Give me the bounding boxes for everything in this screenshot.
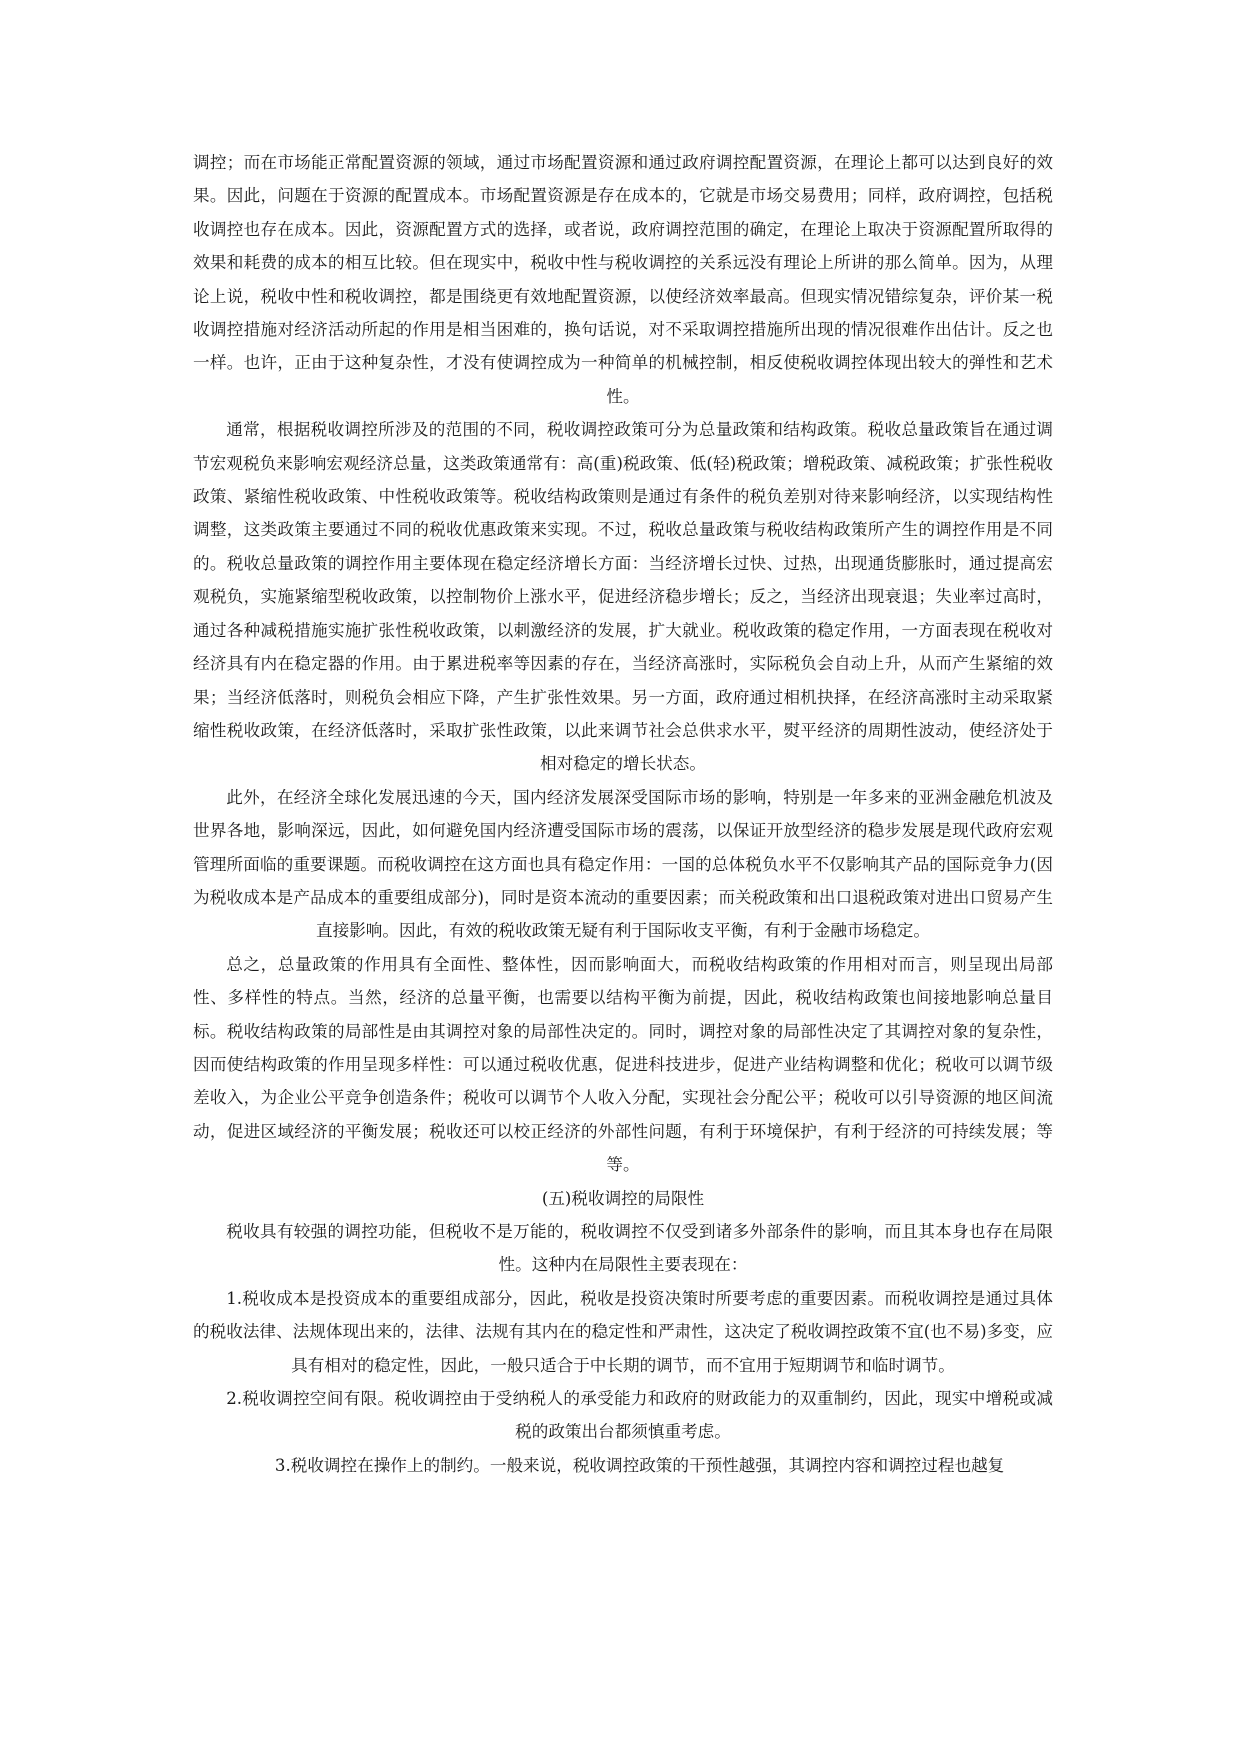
document-body: [193, 146, 1053, 1482]
body-paragraph-1: 调控；而在市场能正常配置资源的领域，通过市场配置资源和通过政府调控配置资源，在理论上都可以达到良好的效果。因此，问题在于资源的配置成本。市场配置资源是存在成本的，它就是市场交易费用；同样，政府调控，包括税收调控也存在成本。因此，资源配置方式的选择，或者说，政府调控范围的确定，在理论上取决于资源配置所取得的效果和耗费的成本的相互比较。但在现实中，税收中性与税收调控的关系远没有理论上所讲的那么简单。因为，从理论上说，税收中性和税收调控，都是围绕更有效地配置资源，以使经济效率最高。但现实情况错综复杂，评价某一税收调控措施对经济活动所起的作用是相当困难的，换句话说，对不采取调控措施所出现的情况很难作出估计。反之也一样。也许，正由于这种复杂性，才没有使调控成为一种简单的机械控制，相反使税收调控体现出较大的弹性和艺术性。: [193, 153, 1053, 406]
list-item-1: 1.税收成本是投资成本的重要组成部分，因此，税收是投资决策时所要考虑的重要因素。而税收调控是通过具体的税收法律、法规体现出来的，法律、法规有其内在的稳定性和严肃性，这决定了税收调控政策不宜(也不易)多变，应具有相对的稳定性，因此，一般只适合于中长期的调节，而不宜用于短期调节和临时调节。: [193, 1288, 1053, 1375]
list-item-3: 3.税收调控在操作上的制约。一般来说，税收调控政策的干预性越强，其调控内容和调控过程也越复: [274, 1455, 1005, 1475]
body-paragraph-4: 总之，总量政策的作用具有全面性、整体性，因而影响面大，而税收结构政策的作用相对而言，则呈现出局部性、多样性的特点。当然，经济的总量平衡，也需要以结构平衡为前提，因此，税收结构政策也间接地影响总量目标。税收结构政策的局部性是由其调控对象的局部性决定的。同时，调控对象的局部性决定了其调控对象的复杂性，因而使结构政策的作用呈现多样性：可以通过税收优惠，促进科技进步，促进产业结构调整和优化；税收可以调节级差收入，为企业公平竞争创造条件；税收可以调节个人收入分配，实现社会分配公平；税收可以引导资源的地区间流动，促进区域经济的平衡发展；税收还可以校正经济的外部性问题，有利于环境保护，有利于经济的可持续发展；等等。: [193, 954, 1053, 1175]
list-item-2: 2.税收调控空间有限。税收调控由于受纳税人的承受能力和政府的财政能力的双重制约，因此，现实中增税或减税的政策出台都须慎重考虑。: [226, 1389, 1053, 1442]
body-paragraph-3: 此外，在经济全球化发展迅速的今天，国内经济发展深受国际市场的影响，特别是一年多来的亚洲金融危机波及世界各地，影响深远，因此，如何避免国内经济遭受国际市场的震荡，以保证开放型经济的稳步发展是现代政府宏观管理所面临的重要课题。而税收调控在这方面也具有稳定作用：一国的总体税负水平不仅影响其产品的国际竞争力(因为税收成本是产品成本的重要组成部分)，同时是资本流动的重要因素；而关税政策和出口退税政策对进出口贸易产生直接影响。因此，有效的税收政策无疑有利于国际收支平衡，有利于金融市场稳定。: [193, 787, 1053, 941]
section-heading: (五)税收调控的局限性: [541, 1188, 705, 1208]
body-paragraph-5: 税收具有较强的调控功能，但税收不是万能的，税收调控不仅受到诸多外部条件的影响，而且其本身也存在局限性。这种内在局限性主要表现在：: [226, 1222, 1053, 1275]
body-paragraph-2: 通常，根据税收调控所涉及的范围的不同，税收调控政策可分为总量政策和结构政策。税收总量政策旨在通过调节宏观税负来影响宏观经济总量，这类政策通常有：高(重)税政策、低(轻)税政策；增税政策、减税政策；扩张性税收政策、紧缩性税收政策、中性税收政策等。税收结构政策则是通过有条件的税负差别对待来影响经济，以实现结构性调整，这类政策主要通过不同的税收优惠政策来实现。不过，税收总量政策与税收结构政策所产生的调控作用是不同的。税收总量政策的调控作用主要体现在稳定经济增长方面：当经济增长过快、过热，出现通货膨胀时，通过提高宏观税负，实施紧缩型税收政策，以控制物价上涨水平，促进经济稳步增长；反之，当经济出现衰退；失业率过高时，通过各种减税措施实施扩张性税收政策，以刺激经济的发展，扩大就业。税收政策的稳定作用，一方面表现在税收对经济具有内在稳定器的作用。由于累进税率等因素的存在，当经济高涨时，实际税负会自动上升，从而产生紧缩的效果；当经济低落时，则税负会相应下降，产生扩张性效果。另一方面，政府通过相机抉择，在经济高涨时主动采取紧缩性税收政策，在经济低落时，采取扩张性政策，以此来调节社会总供求水平，熨平经济的周期性波动，使经济处于相对稳定的增长状态。: [193, 420, 1053, 774]
